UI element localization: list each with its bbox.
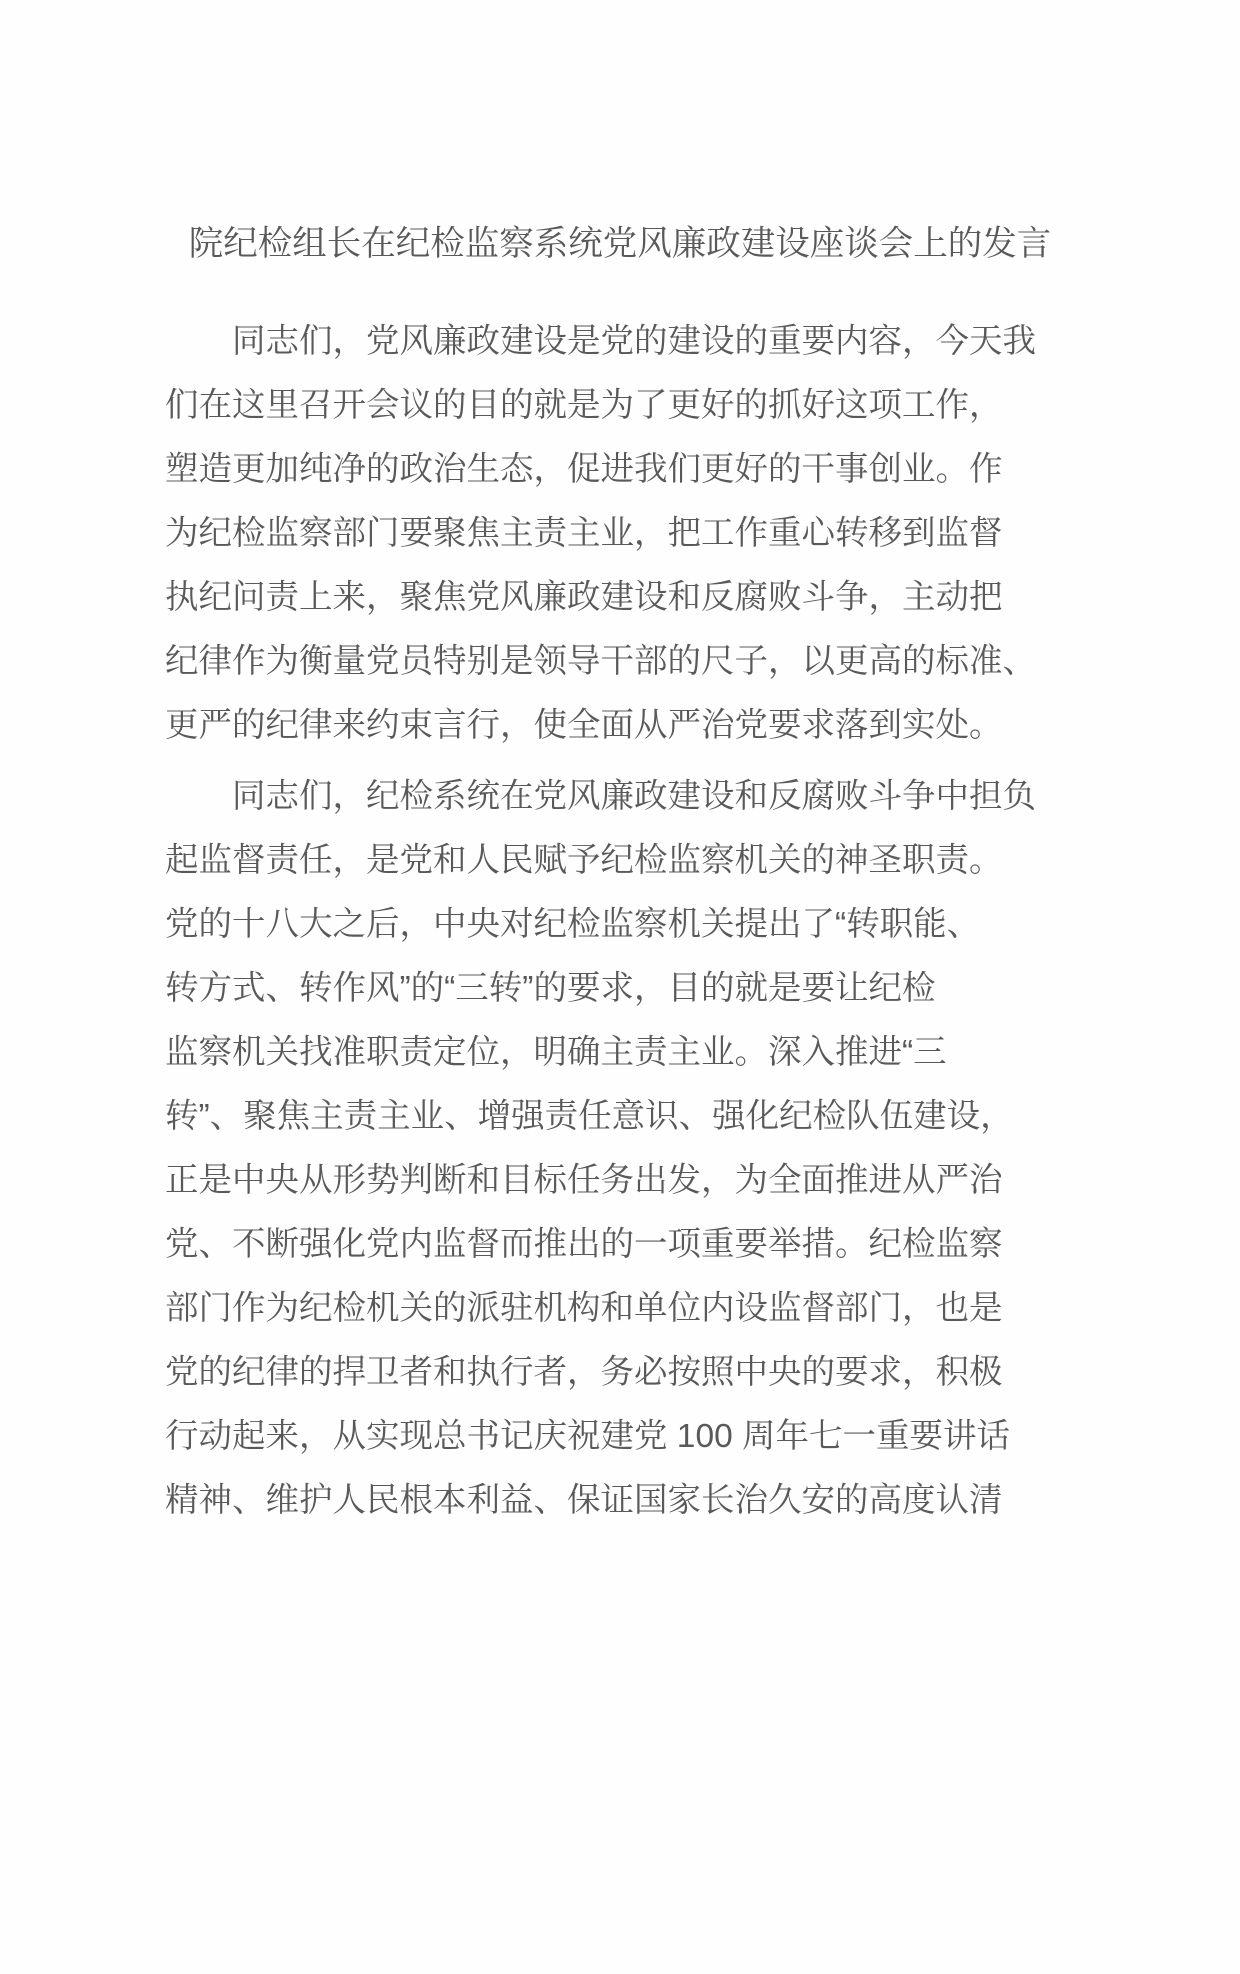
text-line: 同志们，党风廉政建设是党的建设的重要内容，今天我 (165, 323, 1036, 360)
document-body (165, 310, 1075, 1533)
text-line: 党、不断强化党内监督而推出的一项重要举措。纪检监察 (165, 1226, 1003, 1263)
text-line: 行动起来，从实现总书记庆祝建党 100 周年七一重要讲话 (165, 1418, 1011, 1455)
text-line: 纪律作为衡量党员特别是领导干部的尺子，以更高的标准、 (165, 643, 1036, 680)
text-line: 精神、维护人民根本利益、保证国家长治久安的高度认清 (165, 1482, 1003, 1519)
text-line: 同志们，纪检系统在党风廉政建设和反腐败斗争中担负 (165, 778, 1036, 815)
text-line: 为纪检监察部门要聚焦主责主业，把工作重心转移到监督 (165, 515, 1003, 552)
text-line: 们在这里召开会议的目的就是为了更好的抓好这项工作， (165, 387, 1003, 424)
paragraph-2 (165, 765, 1075, 1533)
document-title: 院纪检组长在纪检监察系统党风廉政建设座谈会上的发言 (188, 225, 1052, 263)
paragraph-1 (165, 310, 1075, 758)
text-line: 正是中央从形势判断和目标任务出发，为全面推进从严治 (165, 1162, 1003, 1199)
text-line: 更严的纪律来约束言行，使全面从严治党要求落到实处。 (165, 707, 1003, 744)
text-line: 转方式、转作风”的“三转”的要求，目的就是要让纪检 (165, 970, 936, 1007)
text-line: 起监督责任，是党和人民赋予纪检监察机关的神圣职责。 (165, 842, 1003, 879)
text-line: 塑造更加纯净的政治生态，促进我们更好的干事创业。作 (165, 451, 1003, 488)
text-line: 部门作为纪检机关的派驻机构和单位内设监督部门，也是 (165, 1290, 1003, 1327)
document-page (0, 220, 1240, 1974)
text-line: 监察机关找准职责定位，明确主责主业。深入推进“三 (165, 1034, 947, 1071)
text-line: 执纪问责上来，聚焦党风廉政建设和反腐败斗争，主动把 (165, 579, 1003, 616)
text-line: 转”、聚焦主责主业、增强责任意识、强化纪检队伍建设， (165, 1098, 1014, 1135)
text-line: 党的纪律的捍卫者和执行者，务必按照中央的要求，积极 (165, 1354, 1003, 1391)
text-line: 党的十八大之后，中央对纪检监察机关提出了“转职能、 (165, 906, 981, 943)
